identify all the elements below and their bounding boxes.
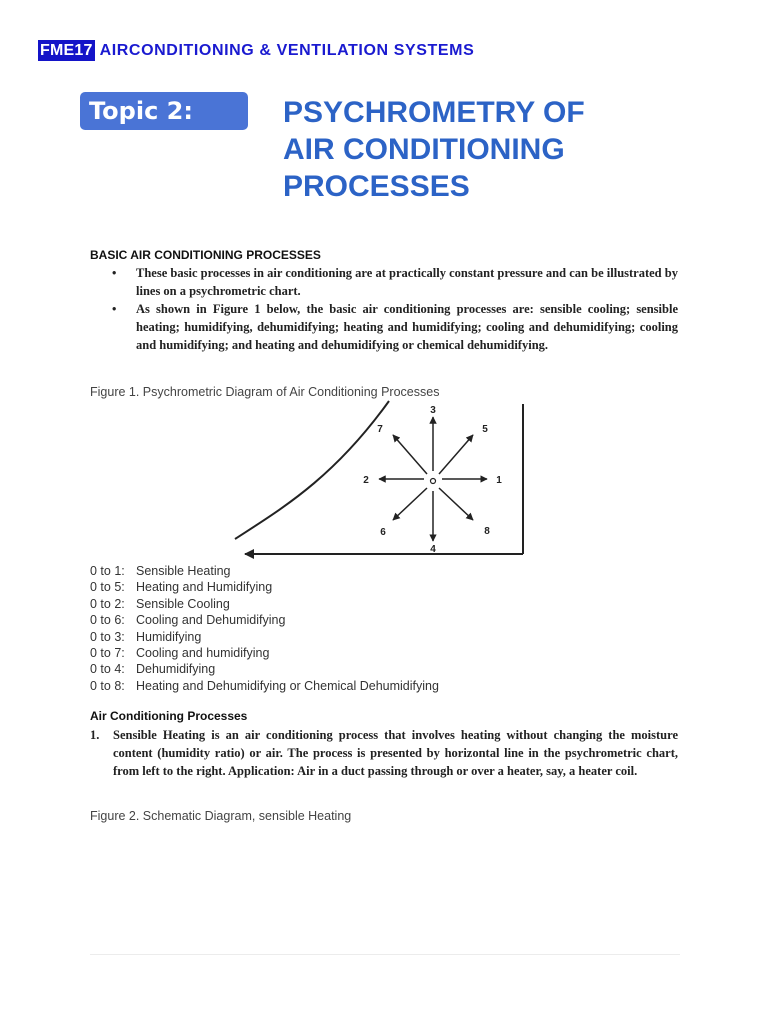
bullet-text: These basic processes in air conditioning are at practically constant pressure and can be illustrated by lines on a psychrometric chart. xyxy=(136,266,678,298)
section-heading-ac-processes: Air Conditioning Processes xyxy=(90,709,248,723)
bullet-symbol: • xyxy=(112,266,117,280)
legend-key: 0 to 6: xyxy=(90,613,125,628)
bullet-symbol: • xyxy=(112,302,117,316)
legend-value: Heating and Humidifying xyxy=(136,580,273,595)
legend-value: Cooling and humidifying xyxy=(136,646,270,661)
legend-key: 0 to 8: xyxy=(90,678,125,693)
course-code: FME17 xyxy=(40,42,93,59)
topic-title-line: PSYCHROMETRY OF xyxy=(283,96,585,129)
arrow-label-6: 6 xyxy=(380,527,386,538)
numbered-item xyxy=(90,726,678,780)
legend-value: Cooling and Dehumidifying xyxy=(136,613,286,628)
bullet-text: As shown in Figure 1 below, the basic air conditioning processes are: sensible cooling; sensible heating; humidifying, dehumidifying; heating and humidifying; cooling and dehumidifying; cooling and humidifying; and heating and dehumidifying or chemical dehumidifying. xyxy=(136,302,678,352)
saturation-curve xyxy=(235,401,389,539)
arrow-label-3: 3 xyxy=(430,405,436,416)
legend-row xyxy=(90,579,439,595)
legend-key: 0 to 4: xyxy=(90,662,125,677)
arrow-label-4: 4 xyxy=(430,544,436,555)
arrow-6 xyxy=(393,488,427,520)
bullet-item xyxy=(112,300,678,354)
bullet-list xyxy=(112,264,678,354)
legend-row xyxy=(90,612,439,628)
legend-row xyxy=(90,596,439,612)
arrow-label-2: 2 xyxy=(363,475,369,486)
topic-title xyxy=(283,94,703,205)
arrow-label-1: 1 xyxy=(496,475,502,486)
legend-key: 0 to 1: xyxy=(90,564,125,578)
psychrometric-diagram xyxy=(229,399,529,563)
item-text: Sensible Heating is an air conditioning process that involves heating without changing the moisture content (humidity ratio) or air. The process is presented by horizontal line in the psychrometric chart, from left to the right. Application: Air in a duct passing through or over a heater, say, a heater coil. xyxy=(113,728,678,778)
figure2-caption: Figure 2. Schematic Diagram, sensible Heating xyxy=(90,809,352,823)
legend-value: Heating and Dehumidifying or Chemical Dehumidifying xyxy=(136,678,439,693)
legend-row xyxy=(90,678,439,694)
legend-value: Sensible Heating xyxy=(136,564,231,578)
arrow-label-7: 7 xyxy=(377,424,383,435)
topic-title-line: AIR CONDITIONING xyxy=(283,133,565,166)
legend-key: 0 to 3: xyxy=(90,629,125,644)
item-number: 1. xyxy=(90,728,100,742)
arrow-label-8: 8 xyxy=(484,526,490,537)
legend-value: Humidifying xyxy=(136,629,202,644)
figure1-caption: Figure 1. Psychrometric Diagram of Air Conditioning Processes xyxy=(90,385,440,399)
legend-key: 0 to 2: xyxy=(90,596,125,611)
process-legend xyxy=(90,563,439,694)
state-point-0 xyxy=(431,479,436,484)
section-heading-basic-processes: BASIC AIR CONDITIONING PROCESSES xyxy=(90,248,321,262)
legend-key: 0 to 7: xyxy=(90,646,125,661)
topic-badge-label: Topic 2: xyxy=(89,97,193,125)
legend-key: 0 to 5: xyxy=(90,580,125,595)
arrow-5 xyxy=(439,435,473,474)
legend-value: Dehumidifying xyxy=(136,662,216,677)
course-title: AIRCONDITIONING & VENTILATION SYSTEMS xyxy=(99,41,475,59)
legend-value: Sensible Cooling xyxy=(136,596,230,611)
legend-row xyxy=(90,629,439,645)
legend-row xyxy=(90,645,439,661)
legend-row xyxy=(90,563,439,579)
arrow-8 xyxy=(439,488,473,520)
arrow-7 xyxy=(393,435,427,474)
arrow-label-5: 5 xyxy=(482,424,488,435)
document-header xyxy=(38,40,474,61)
legend-row xyxy=(90,661,439,677)
topic-title-line: PROCESSES xyxy=(283,170,470,203)
topic-badge xyxy=(80,92,248,130)
bullet-item xyxy=(112,264,678,300)
page-divider xyxy=(90,954,680,955)
